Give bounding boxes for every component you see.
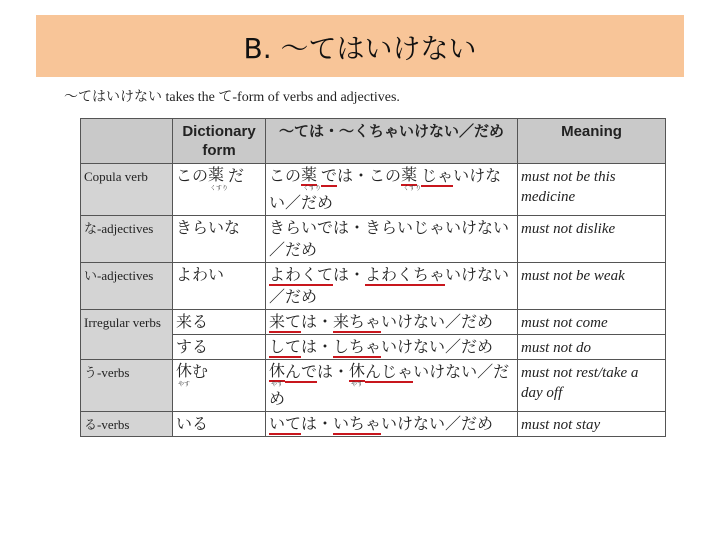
text-segment: いけない／だめ bbox=[269, 265, 510, 306]
row-label: い-adjectives bbox=[81, 263, 173, 310]
intro-rest: -form of verbs and adjectives. bbox=[232, 90, 400, 105]
text-segment: いけない／だめ bbox=[381, 312, 494, 331]
dictionary-form-cell bbox=[173, 310, 266, 335]
furigana: くすり bbox=[303, 185, 322, 192]
ruby-base bbox=[349, 361, 365, 388]
meaning-cell: must not be weak bbox=[518, 263, 666, 310]
furigana: やす bbox=[351, 381, 364, 388]
text-segment: は・ bbox=[301, 414, 334, 433]
text-segment: この bbox=[269, 166, 302, 185]
negative-form-cell bbox=[266, 164, 518, 216]
ruby-base-text bbox=[208, 165, 228, 185]
furigana: やす bbox=[271, 381, 284, 388]
table-row bbox=[81, 263, 666, 310]
table-row bbox=[81, 310, 666, 335]
negative-form-cell bbox=[266, 216, 518, 263]
underlined-segment: 来て bbox=[269, 312, 302, 331]
row-label: る-verbs bbox=[81, 412, 173, 437]
ruby-base-text bbox=[401, 165, 421, 185]
text-segment: む bbox=[192, 362, 209, 381]
text-segment: 来る bbox=[176, 312, 209, 331]
text-segment: 休 bbox=[176, 361, 193, 380]
ruby-base bbox=[401, 165, 421, 192]
text-segment: よわい bbox=[176, 265, 225, 284]
slide-title: B. ～てはいけない bbox=[243, 32, 477, 65]
text-segment: きらいな bbox=[176, 218, 241, 237]
underlined-segment: 休 bbox=[349, 361, 366, 380]
underlined-segment: しちゃ bbox=[333, 337, 382, 356]
grammar-table bbox=[80, 118, 666, 437]
underlined-segment: いちゃ bbox=[333, 414, 382, 433]
table-row bbox=[81, 360, 666, 412]
text-segment: いけない／だめ bbox=[269, 362, 510, 408]
underlined-segment: よわくて bbox=[269, 265, 334, 284]
ruby-base-text bbox=[176, 361, 192, 381]
underlined-segment: 来ちゃ bbox=[333, 312, 382, 331]
ruby-base bbox=[208, 165, 228, 192]
text-segment: いけない／だめ bbox=[381, 414, 494, 433]
intro-en: takes the bbox=[162, 90, 219, 105]
text-segment: する bbox=[176, 337, 209, 356]
underlined-segment: んじゃ bbox=[365, 362, 414, 381]
header-row bbox=[81, 119, 666, 164]
row-label: な-adjectives bbox=[81, 216, 173, 263]
ruby-base-text bbox=[269, 361, 285, 381]
underlined-segment: じゃ bbox=[421, 166, 454, 185]
meaning-cell: must not come bbox=[518, 310, 666, 335]
ruby-base-text bbox=[349, 361, 365, 381]
header-dictionary-form: Dictionary form bbox=[173, 119, 266, 164]
table-row bbox=[81, 164, 666, 216]
ruby-base bbox=[301, 165, 321, 192]
text-segment: は・ bbox=[301, 312, 334, 331]
dictionary-form-cell bbox=[173, 164, 266, 216]
row-label bbox=[81, 335, 173, 360]
header-blank bbox=[81, 119, 173, 164]
underlined-segment: 休 bbox=[269, 361, 286, 380]
ruby-base bbox=[176, 361, 192, 388]
negative-form-cell bbox=[266, 310, 518, 335]
table-row bbox=[81, 412, 666, 437]
text-segment: いる bbox=[176, 414, 209, 433]
table-row bbox=[81, 216, 666, 263]
dictionary-form-cell bbox=[173, 360, 266, 412]
underlined-segment: 薬 bbox=[401, 165, 418, 184]
intro-jp: ～てはいけない bbox=[64, 90, 162, 105]
table-row bbox=[81, 335, 666, 360]
text-segment: は・ bbox=[301, 337, 334, 356]
ruby-base-text bbox=[301, 165, 321, 185]
meaning-cell: must not stay bbox=[518, 412, 666, 437]
underlined-segment: して bbox=[269, 337, 302, 356]
text-segment: 薬 bbox=[208, 165, 225, 184]
header-form: ～ては・～くちゃいけない／だめ bbox=[266, 119, 518, 164]
dictionary-form-cell bbox=[173, 335, 266, 360]
negative-form-cell bbox=[266, 360, 518, 412]
title-band bbox=[36, 15, 684, 77]
meaning-cell: must not be this medicine bbox=[518, 164, 666, 216]
text-segment: だ bbox=[228, 166, 245, 185]
text-segment: いけない／だめ bbox=[269, 166, 502, 212]
text-segment: いけない／だめ bbox=[381, 337, 494, 356]
negative-form-cell bbox=[266, 335, 518, 360]
negative-form-cell bbox=[266, 263, 518, 310]
underlined-segment: 薬 bbox=[301, 165, 318, 184]
header-meaning: Meaning bbox=[518, 119, 666, 164]
underlined-segment: んで bbox=[285, 362, 318, 381]
meaning-cell: must not rest/take a day off bbox=[518, 360, 666, 412]
furigana: くすり bbox=[403, 185, 422, 192]
dictionary-form-cell bbox=[173, 216, 266, 263]
row-label: Copula verb bbox=[81, 164, 173, 216]
row-label: Irregular verbs bbox=[81, 310, 173, 335]
underlined-segment: よわくちゃ bbox=[365, 265, 446, 284]
dictionary-form-cell bbox=[173, 263, 266, 310]
intro-te: て bbox=[218, 90, 233, 105]
text-segment: きらいでは・きらいじゃいけない／だめ bbox=[269, 218, 510, 259]
underlined-segment: で bbox=[321, 166, 338, 185]
text-segment: は・ bbox=[317, 362, 350, 381]
text-segment: は・ bbox=[333, 265, 366, 284]
text-segment: は・この bbox=[337, 166, 402, 185]
ruby-base bbox=[269, 361, 285, 388]
dictionary-form-cell bbox=[173, 412, 266, 437]
meaning-cell: must not do bbox=[518, 335, 666, 360]
text-segment: この bbox=[176, 166, 209, 185]
furigana: やす bbox=[178, 381, 191, 388]
furigana: くすり bbox=[210, 185, 229, 192]
row-label: う-verbs bbox=[81, 360, 173, 412]
meaning-cell: must not dislike bbox=[518, 216, 666, 263]
negative-form-cell bbox=[266, 412, 518, 437]
underlined-segment: いて bbox=[269, 414, 302, 433]
intro-text bbox=[64, 86, 400, 106]
